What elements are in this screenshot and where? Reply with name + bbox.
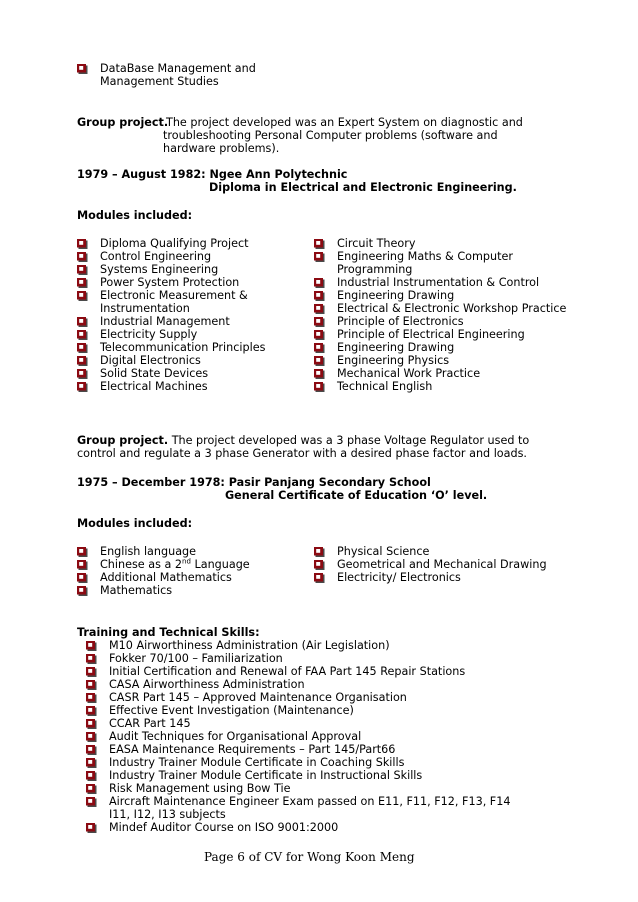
list-item: Electricity Supply xyxy=(100,328,198,341)
list-item: Electrical Machines xyxy=(100,380,208,393)
list-item: Additional Mathematics xyxy=(100,571,232,584)
square-bullet-icon xyxy=(86,680,98,691)
square-bullet-icon xyxy=(86,784,98,795)
education-heading: 1975 – December 1978: Pasir Panjang Secondary School xyxy=(77,476,431,489)
list-item: Electricity/ Electronics xyxy=(337,571,461,584)
list-item: Telecommunication Principles xyxy=(100,341,266,354)
square-bullet-icon xyxy=(314,330,326,341)
list-item-text: Language xyxy=(190,558,250,571)
modules-label: Modules included: xyxy=(77,209,193,222)
square-bullet-icon xyxy=(77,343,89,354)
square-bullet-icon xyxy=(77,356,89,367)
list-item: Power System Protection xyxy=(100,276,240,289)
education-diploma: Diploma in Electrical and Electronic Engineering. xyxy=(209,181,517,194)
list-item: Digital Electronics xyxy=(100,354,201,367)
list-item: Industrial Management xyxy=(100,315,230,328)
square-bullet-icon xyxy=(77,252,89,263)
list-item: Solid State Devices xyxy=(100,367,209,380)
square-bullet-icon xyxy=(77,369,89,380)
square-bullet-icon xyxy=(314,291,326,302)
square-bullet-icon xyxy=(77,317,89,328)
square-bullet-icon xyxy=(314,573,326,584)
square-bullet-icon xyxy=(77,291,89,302)
list-item: Industrial Instrumentation & Control xyxy=(337,276,540,289)
square-bullet-icon xyxy=(77,547,89,558)
group-project-text: troubleshooting Personal Computer problems (software and xyxy=(163,129,498,142)
list-item: English language xyxy=(100,545,197,558)
modules-label: Modules included: xyxy=(77,517,193,530)
square-bullet-icon xyxy=(314,547,326,558)
list-item: Mechanical Work Practice xyxy=(337,367,481,380)
list-item: Technical English xyxy=(337,380,433,393)
square-bullet-icon xyxy=(314,343,326,354)
square-bullet-icon xyxy=(77,573,89,584)
education-certificate: General Certificate of Education ‘O’ level. xyxy=(225,489,488,502)
ordinal-suffix: nd xyxy=(182,557,191,566)
list-item: Geometrical and Mechanical Drawing xyxy=(337,558,547,571)
square-bullet-icon xyxy=(77,560,89,571)
list-item-continued: Programming xyxy=(337,263,413,276)
list-item: Initial Certification and Renewal of FAA Part 145 Repair Stations xyxy=(109,665,466,678)
list-item: CASA Airworthiness Administration xyxy=(109,678,305,691)
list-item: Physical Science xyxy=(337,545,430,558)
list-item-continued: Instrumentation xyxy=(100,302,190,315)
group-project-label: Group project. xyxy=(77,434,169,447)
square-bullet-icon xyxy=(86,706,98,717)
list-item: CASR Part 145 – Approved Maintenance Organisation xyxy=(109,691,407,704)
square-bullet-icon xyxy=(314,239,326,250)
square-bullet-icon xyxy=(77,265,89,276)
list-item-continued: I11, I12, I13 subjects xyxy=(109,808,226,821)
list-item: Electrical & Electronic Workshop Practice xyxy=(337,302,567,315)
list-item: Audit Techniques for Organisational Approval xyxy=(109,730,362,743)
list-item: DataBase Management and xyxy=(100,62,256,75)
square-bullet-icon xyxy=(77,64,89,75)
square-bullet-icon xyxy=(77,239,89,250)
square-bullet-icon xyxy=(86,771,98,782)
list-item-continued: Management Studies xyxy=(100,75,219,88)
square-bullet-icon xyxy=(86,745,98,756)
list-item: Industry Trainer Module Certificate in Instructional Skills xyxy=(109,769,423,782)
square-bullet-icon xyxy=(314,560,326,571)
square-bullet-icon xyxy=(86,797,98,808)
square-bullet-icon xyxy=(77,586,89,597)
list-item: Engineering Drawing xyxy=(337,289,455,302)
list-item: Circuit Theory xyxy=(337,237,416,250)
list-item: EASA Maintenance Requirements – Part 145/Part66 xyxy=(109,743,396,756)
square-bullet-icon xyxy=(77,278,89,289)
list-item: M10 Airworthiness Administration (Air Legislation) xyxy=(109,639,390,652)
square-bullet-icon xyxy=(314,252,326,263)
list-item: Risk Management using Bow Tie xyxy=(109,782,291,795)
group-project-text xyxy=(77,434,529,447)
page-footer: Page 6 of CV for Wong Koon Meng xyxy=(204,850,415,864)
list-item: Diploma Qualifying Project xyxy=(100,237,249,250)
list-item: Principle of Electronics xyxy=(337,315,464,328)
list-item: Engineering Physics xyxy=(337,354,450,367)
group-project-text: control and regulate a 3 phase Generator with a desired phase factor and loads. xyxy=(77,447,527,460)
education-heading: 1979 – August 1982: Ngee Ann Polytechnic xyxy=(77,168,348,181)
list-item: Engineering Drawing xyxy=(337,341,455,354)
list-item: Aircraft Maintenance Engineer Exam passed on E11, F11, F12, F13, F14 xyxy=(109,795,511,808)
list-item: Mindef Auditor Course on ISO 9001:2000 xyxy=(109,821,339,834)
list-item xyxy=(100,558,250,571)
training-heading: Training and Technical Skills: xyxy=(77,626,260,639)
square-bullet-icon xyxy=(86,823,98,834)
list-item: CCAR Part 145 xyxy=(109,717,191,730)
square-bullet-icon xyxy=(314,317,326,328)
list-item: Mathematics xyxy=(100,584,173,597)
list-item: Principle of Electrical Engineering xyxy=(337,328,525,341)
square-bullet-icon xyxy=(86,693,98,704)
square-bullet-icon xyxy=(86,719,98,730)
square-bullet-icon xyxy=(86,641,98,652)
group-project-label: Group project. xyxy=(77,116,169,129)
square-bullet-icon xyxy=(314,369,326,380)
list-item: Effective Event Investigation (Maintenance) xyxy=(109,704,354,717)
square-bullet-icon xyxy=(77,382,89,393)
square-bullet-icon xyxy=(86,667,98,678)
list-item: Industry Trainer Module Certificate in Coaching Skills xyxy=(109,756,405,769)
list-item: Systems Engineering xyxy=(100,263,219,276)
list-item: Fokker 70/100 – Familiarization xyxy=(109,652,283,665)
list-item: Engineering Maths & Computer xyxy=(337,250,513,263)
square-bullet-icon xyxy=(314,304,326,315)
list-item-text: Chinese as a 2 xyxy=(100,558,183,571)
square-bullet-icon xyxy=(86,654,98,665)
square-bullet-icon xyxy=(77,330,89,341)
square-bullet-icon xyxy=(86,732,98,743)
list-item: Electronic Measurement & xyxy=(100,289,248,302)
group-project-text: The project developed was an Expert System on diagnostic and xyxy=(166,116,523,129)
square-bullet-icon xyxy=(314,356,326,367)
group-project-text: hardware problems). xyxy=(163,142,280,155)
square-bullet-icon xyxy=(86,758,98,769)
square-bullet-icon xyxy=(314,382,326,393)
square-bullet-icon xyxy=(314,278,326,289)
group-project-sentence: The project developed was a 3 phase Voltage Regulator used to xyxy=(171,434,530,447)
list-item: Control Engineering xyxy=(100,250,212,263)
